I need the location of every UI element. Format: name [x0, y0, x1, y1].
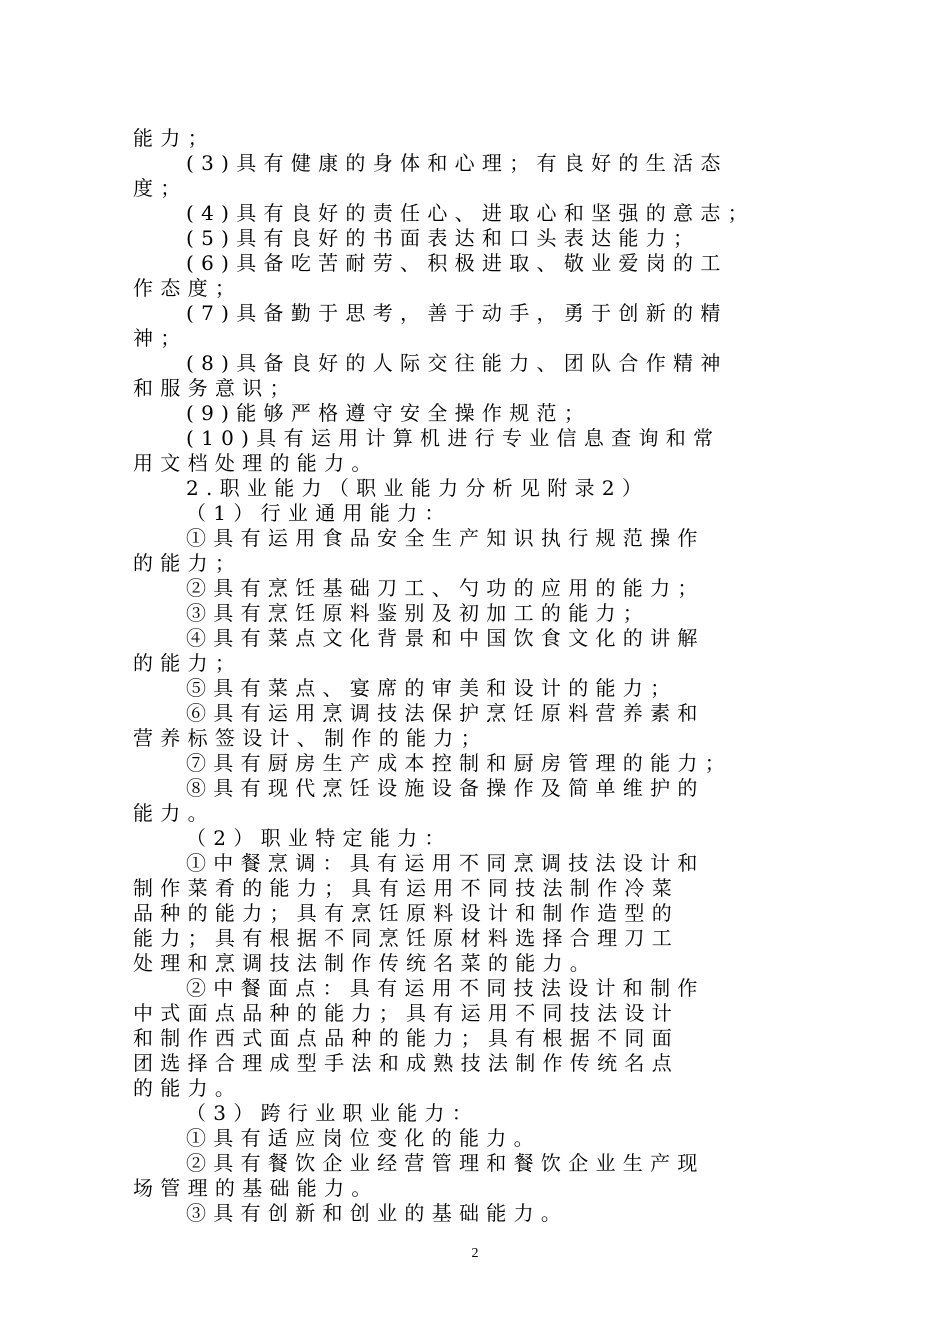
- text-line: (10)具有运用计算机进行专业信息查询和常: [186, 426, 721, 450]
- text-line: 作态度；: [133, 276, 243, 300]
- text-line: 能力。: [133, 801, 215, 825]
- text-line: ⑥具有运用烹调技法保护烹饪原料营养素和: [186, 701, 705, 725]
- text-line: 能力；具有根据不同烹饪原材料选择合理刀工: [133, 926, 679, 950]
- text-line: 和制作西式面点品种的能力；具有根据不同面: [133, 1026, 679, 1050]
- text-line: 的能力。: [133, 1076, 243, 1100]
- text-line: ①具有运用食品安全生产知识执行规范操作: [186, 526, 705, 550]
- text-line: (6)具备吃苦耐劳、积极进取、敬业爱岗的工: [186, 251, 728, 275]
- text-line: ①具有适应岗位变化的能力。: [186, 1126, 541, 1150]
- text-line: 营养标签设计、制作的能力；: [133, 726, 488, 750]
- text-line: ②具有餐饮企业经营管理和餐饮企业生产现: [186, 1151, 705, 1175]
- text-line: (9)能够严格遵守安全操作规范；: [186, 401, 592, 425]
- text-line: (4)具有良好的责任心、进取心和坚强的意志；: [186, 201, 755, 225]
- text-line: ④具有菜点文化背景和中国饮食文化的讲解: [186, 626, 705, 650]
- text-line: 和服务意识；: [133, 376, 297, 400]
- text-line: 场管理的基础能力。: [133, 1176, 379, 1200]
- text-line: ⑧具有现代烹饪设施设备操作及简单维护的: [186, 776, 705, 800]
- text-line: 神；: [133, 326, 188, 350]
- text-line: 的能力；: [133, 651, 243, 675]
- subsection-heading: （2）职业特定能力：: [186, 826, 452, 850]
- text-line: 团选择合理成型手法和成熟技法制作传统名点: [133, 1051, 679, 1075]
- text-line: (7)具备勤于思考，善于动手，勇于创新的精: [186, 301, 728, 325]
- text-line: 品种的能力；具有烹饪原料设计和制作造型的: [133, 901, 679, 925]
- text-line: 处理和烹调技法制作传统名菜的能力。: [133, 951, 598, 975]
- text-line: ③具有创新和创业的基础能力。: [186, 1201, 569, 1225]
- subsection-heading: （3）跨行业职业能力：: [186, 1101, 480, 1125]
- text-line: ③具有烹饪原料鉴别及初加工的能力；: [186, 601, 651, 625]
- text-line: (8)具备良好的人际交往能力、团队合作精神: [186, 351, 728, 375]
- text-line: ②具有烹饪基础刀工、勺功的应用的能力；: [186, 576, 705, 600]
- text-line: 制作菜肴的能力；具有运用不同技法制作冷菜: [133, 876, 679, 900]
- text-line: 度；: [133, 176, 188, 200]
- section-heading: 2.职业能力（职业能力分析见附录2）: [186, 476, 650, 500]
- text-line: (3)具有健康的身体和心理；有良好的生活态: [186, 151, 728, 175]
- text-line: 的能力；: [133, 551, 243, 575]
- page-number: 2: [471, 1246, 479, 1261]
- text-line: (5)具有良好的书面表达和口头表达能力；: [186, 226, 701, 250]
- text-line: 用文档处理的能力。: [133, 451, 379, 475]
- text-line: 中式面点品种的能力；具有运用不同技法设计: [133, 1001, 679, 1025]
- subsection-heading: （1）行业通用能力：: [186, 501, 452, 525]
- text-line: ②中餐面点：具有运用不同技法设计和制作: [186, 976, 705, 1000]
- text-line: ①中餐烹调：具有运用不同烹调技法设计和: [186, 851, 705, 875]
- text-line: ⑦具有厨房生产成本控制和厨房管理的能力；: [186, 751, 732, 775]
- text-line: ⑤具有菜点、宴席的审美和设计的能力；: [186, 676, 678, 700]
- text-line: 能力；: [133, 126, 215, 150]
